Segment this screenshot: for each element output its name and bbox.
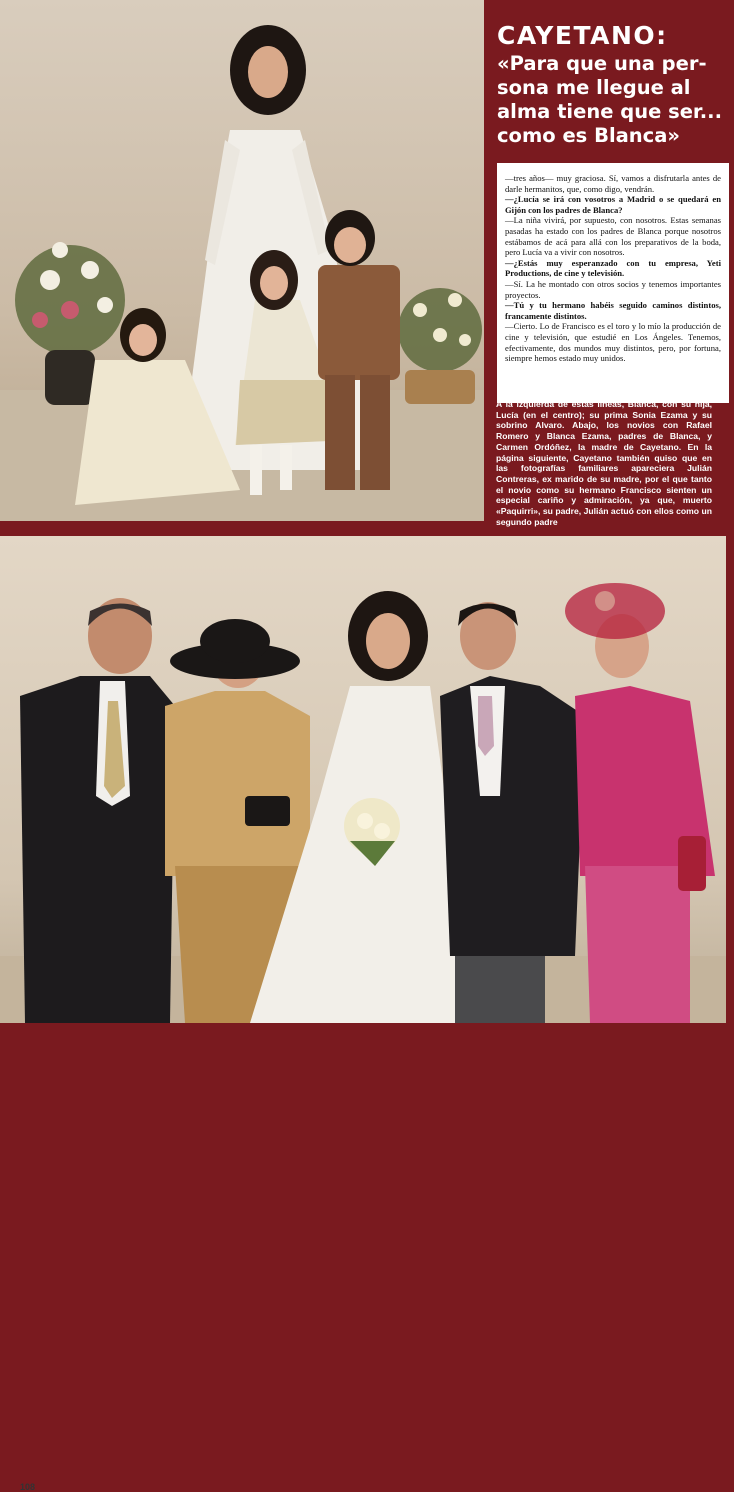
headline-quote-line: alma tiene que ser... [497, 100, 722, 123]
interview-paragraph: —tres años— muy graciosa. Sí, vamos a disfrutarla antes de darle hermanitos, que, como digo, vendrán. [505, 173, 721, 194]
headline-quote-line: como es Blanca» [497, 124, 680, 147]
headline [497, 22, 723, 148]
headline-quote-line: sona me llegue al [497, 76, 691, 99]
photo-couple-with-parents [0, 536, 726, 1492]
headline-quote [497, 52, 723, 148]
father-figure [20, 598, 175, 1023]
headline-quote-line: «Para que una per- [497, 52, 707, 75]
photo-illustration-bottom [0, 536, 726, 1023]
interview-question: —¿Lucía se irá con vosotros a Madrid o se quedará en Gijón con los padres de Blanca? [505, 194, 721, 215]
interview-question: —Tú y tu hermano habéis seguido caminos distintos, francamente distintos. [505, 300, 721, 321]
interview-question: —¿Estás muy esperanzado con tu empresa, Yeti Productions, de cine y televisión. [505, 257, 721, 279]
interview-text-box [497, 163, 729, 403]
photo-caption: A la izquierda de estas líneas, Blanca, con su hija, Lucía (en el centro); su prima Sonia Ezama y su sobrino Alvaro. Abajo, los novios con Rafael Romero y Blanca Ezama, padres de Blanca, y Carmen Ordóñez, la madre de Cayetano. En la página siguiente, Cayetano también quiso que en las fotografías familiares apareciera Julián Contreras, ex marido de su madre, por el que tanto el novio como su hermano Francisco sienten un especial cariño y admiración, ya que, muerto «Paquirri», su padre, Julián actuó con ellos como un segundo padre [496, 399, 712, 527]
interview-paragraph: —La niña vivirá, por supuesto, con nosotros. Estas semanas pasadas ha estado con los padres de Blanca porque nosotros estábamos de acá para allá con los preparativos de la boda, pero Lucía va a vivir con nosotros. [505, 215, 721, 258]
interview-paragraph: —Cierto. Lo de Francisco es el toro y lo mío la producción de cine y televisión, que estudié en Los Ángeles. Tenemos, efectivamente, dos mundos muy distintos, pero, por fortuna, siempre hemos estado muy unidos. [505, 321, 721, 364]
page-number: 108 [20, 1482, 36, 1492]
flower-arrangement-right [398, 288, 482, 404]
photo-bride-with-children [0, 0, 484, 521]
headline-name: CAYETANO: [497, 21, 668, 50]
interview-paragraph: —Sí. La he montado con otros socios y tenemos importantes proyectos. [505, 278, 721, 300]
photo-illustration-top [0, 0, 484, 521]
